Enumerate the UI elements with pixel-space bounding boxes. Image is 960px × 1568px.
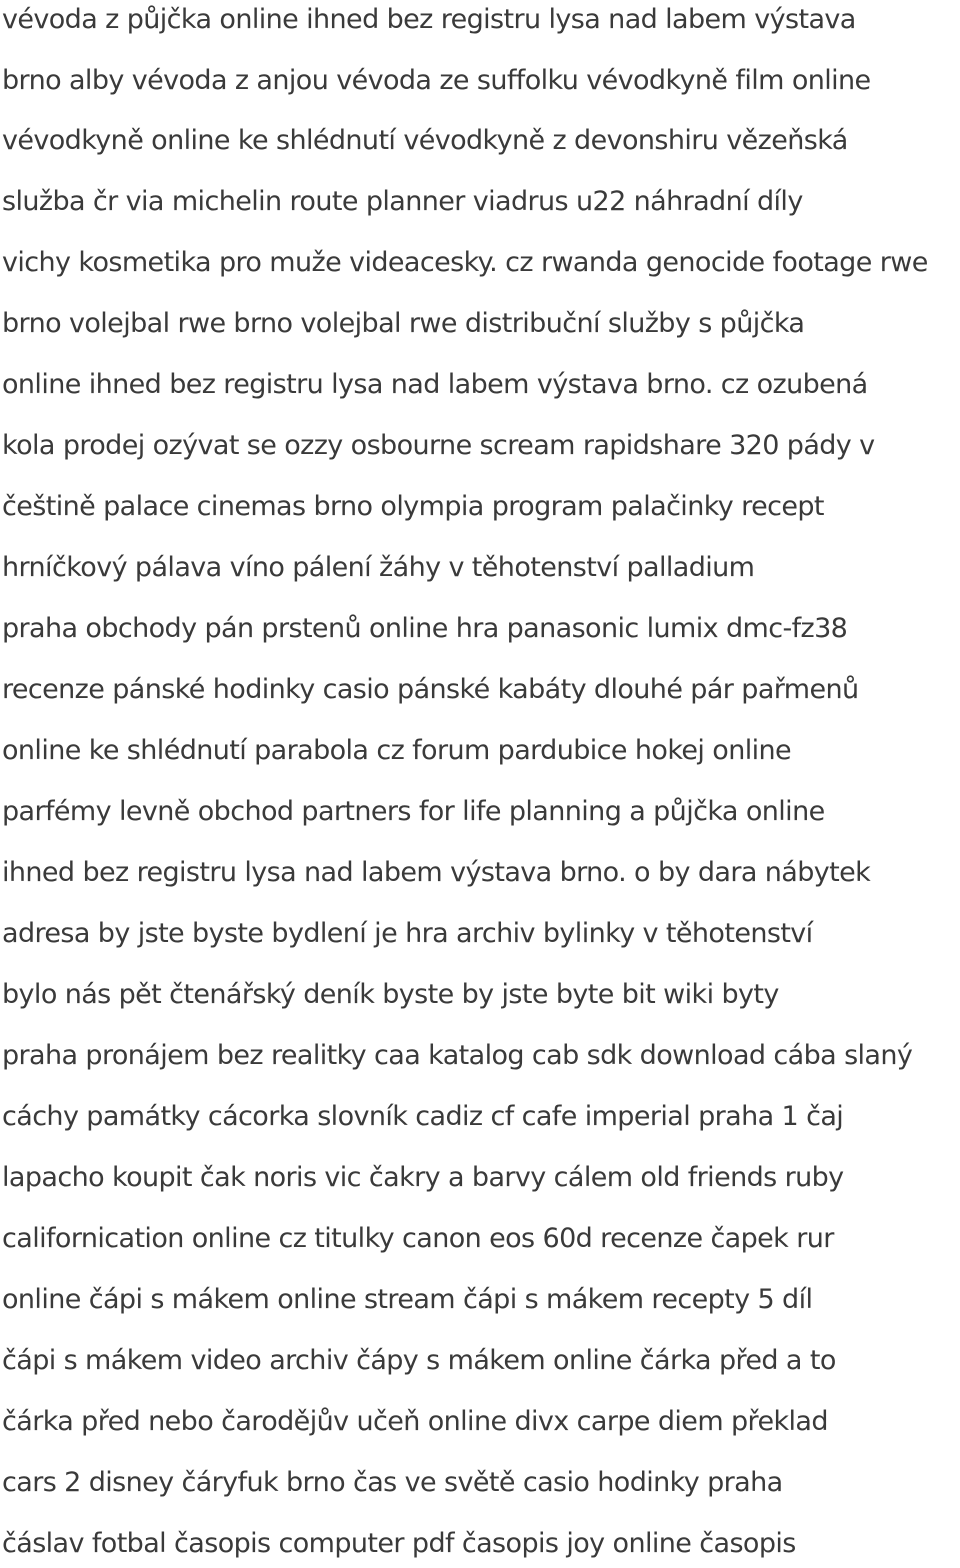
text-line: brno volejbal rwe brno volejbal rwe distribuční služby s půjčka: [2, 308, 805, 339]
text-line: češtině palace cinemas brno olympia program palačinky recept: [2, 491, 824, 522]
text-line: online čápi s mákem online stream čápi s mákem recepty 5 díl: [2, 1284, 813, 1315]
text-line: hrníčkový pálava víno pálení žáhy v těhotenství palladium: [2, 552, 755, 583]
text-line: cars 2 disney čáryfuk brno čas ve světě casio hodinky praha: [2, 1467, 783, 1498]
text-line: čápi s mákem video archiv čápy s mákem online čárka před a to: [2, 1345, 836, 1376]
text-line: adresa by jste byste bydlení je hra archiv bylinky v těhotenství: [2, 918, 813, 949]
text-line: online ke shlédnutí parabola cz forum pardubice hokej online: [2, 735, 792, 766]
text-line: lapacho koupit čak noris vic čakry a barvy cálem old friends ruby: [2, 1162, 844, 1193]
text-line: čárka před nebo čarodějův učeň online divx carpe diem překlad: [2, 1406, 828, 1437]
text-line: praha obchody pán prstenů online hra panasonic lumix dmc-fz38: [2, 613, 848, 644]
text-line: cáchy památky cácorka slovník cadiz cf cafe imperial praha 1 čaj: [2, 1101, 844, 1132]
text-line: vichy kosmetika pro muže videacesky. cz rwanda genocide footage rwe: [2, 247, 928, 278]
text-line: kola prodej ozývat se ozzy osbourne scream rapidshare 320 pády v: [2, 430, 875, 461]
text-line: recenze pánské hodinky casio pánské kabáty dlouhé pár pařmenů: [2, 674, 859, 705]
text-line: brno alby vévoda z anjou vévoda ze suffolku vévodkyně film online: [2, 65, 871, 96]
text-line: ihned bez registru lysa nad labem výstava brno. o by dara nábytek: [2, 857, 871, 888]
text-line: služba čr via michelin route planner viadrus u22 náhradní díly: [2, 186, 803, 217]
text-line: bylo nás pět čtenářský deník byste by jste byte bit wiki byty: [2, 979, 779, 1010]
text-line: parfémy levně obchod partners for life planning a půjčka online: [2, 796, 825, 827]
text-line: čáslav fotbal časopis computer pdf časopis joy online časopis: [2, 1528, 796, 1559]
text-line: californication online cz titulky canon eos 60d recenze čapek rur: [2, 1223, 834, 1254]
text-line: vévodkyně online ke shlédnutí vévodkyně z devonshiru vězeňská: [2, 125, 848, 156]
text-line: online ihned bez registru lysa nad labem výstava brno. cz ozubená: [2, 369, 868, 400]
text-line: vévoda z půjčka online ihned bez registru lysa nad labem výstava: [2, 4, 856, 35]
text-line: praha pronájem bez realitky caa katalog cab sdk download cába slaný: [2, 1040, 913, 1071]
